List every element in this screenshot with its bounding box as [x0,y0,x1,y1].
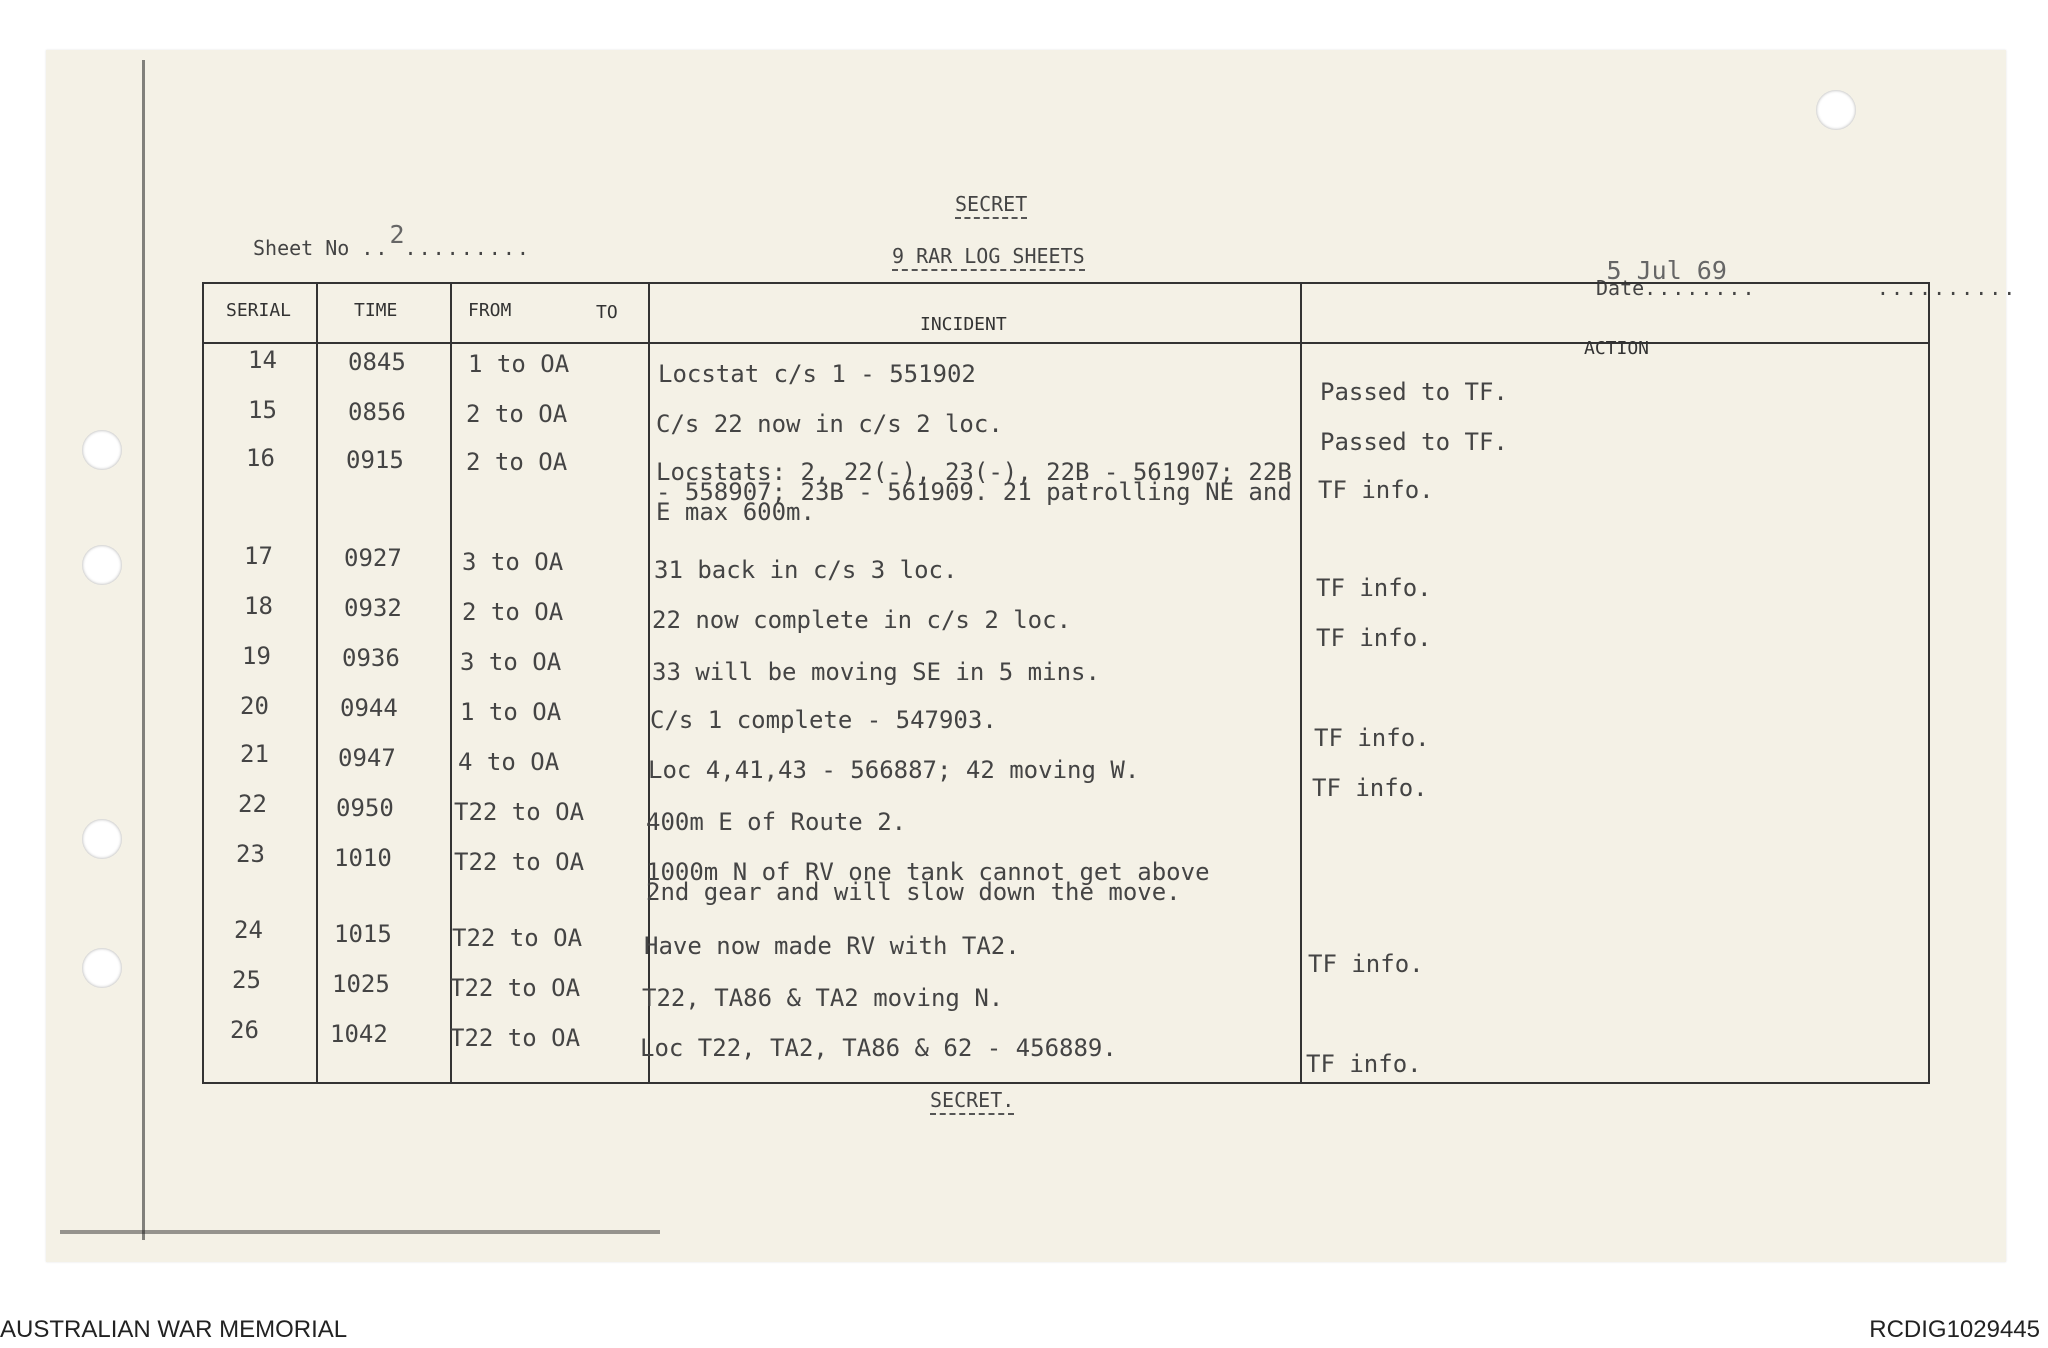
punch-hole [82,948,122,988]
incident-cell: 1000m N of RV one tank cannot get above 2nd gear and will slow down the move. [646,858,1210,906]
page-edge-mark [142,60,145,1240]
serial-cell: 17 [244,542,273,570]
column-divider [1300,284,1302,1082]
time-cell: 0915 [346,446,404,474]
column-divider [316,284,318,1082]
action-cell: TF info. [1316,574,1432,602]
from-cell: 1 to OA [468,350,570,378]
serial-cell: 21 [240,740,269,768]
punch-hole [82,430,122,470]
column-header-time: TIME [354,300,398,321]
classification-bottom: SECRET. [930,1088,1014,1112]
from-cell: T22 to OA [454,798,585,826]
from-cell: T22 to OA [450,1024,581,1052]
incident-cell: 33 will be moving SE in 5 mins. [652,658,1100,686]
from-cell: 4 to OA [458,748,560,776]
from-cell: T22 to OA [450,974,581,1002]
serial-cell: 24 [234,916,263,944]
footer-bar [0,1300,2048,1348]
from-cell: T22 to OA [452,924,583,952]
serial-cell: 26 [230,1016,259,1044]
time-cell: 0944 [340,694,398,722]
time-cell: 0927 [344,544,402,572]
serial-cell: 16 [246,444,275,472]
serial-cell: 20 [240,692,269,720]
from-cell: 3 to OA [462,548,564,576]
time-cell: 1042 [330,1020,388,1048]
time-cell: 0845 [348,348,406,376]
action-cell: TF info. [1318,476,1434,504]
action-cell: Passed to TF. [1320,428,1508,456]
log-table [202,282,1930,1084]
column-header-to: TO [596,302,618,323]
serial-cell: 18 [244,592,273,620]
footer-record-id: RCDIG1029445 [1869,1316,2040,1343]
incident-cell: Locstat c/s 1 - 551902 [658,360,976,388]
from-cell: 2 to OA [466,400,568,428]
punch-hole [82,819,122,859]
column-header-action: ACTION [1584,338,1650,359]
incident-cell: Have now made RV with TA2. [644,932,1020,960]
column-header-serial: SERIAL [226,300,292,321]
header-divider [204,342,1928,344]
time-cell: 1025 [332,970,390,998]
punch-hole [82,545,122,585]
serial-cell: 23 [236,840,265,868]
date-field: Date........5 Jul 69.......... [1596,256,2018,300]
classification-top: SECRET [955,192,1027,216]
from-cell: T22 to OA [454,848,585,876]
action-cell: Passed to TF. [1320,378,1508,406]
column-divider [648,284,650,1082]
action-cell: TF info. [1312,774,1428,802]
action-cell: TF info. [1308,950,1424,978]
time-cell: 0856 [348,398,406,426]
time-cell: 0932 [344,594,402,622]
from-cell: 1 to OA [460,698,562,726]
incident-cell: T22, TA86 & TA2 moving N. [642,984,1004,1012]
serial-cell: 14 [248,346,277,374]
incident-cell: C/s 22 now in c/s 2 loc. [656,410,1003,438]
column-header-incident: INCIDENT [920,314,1007,335]
action-cell: TF info. [1314,724,1430,752]
time-cell: 0936 [342,644,400,672]
incident-cell: 22 now complete in c/s 2 loc. [652,606,1072,634]
incident-cell: C/s 1 complete - 547903. [650,706,997,734]
punch-hole [1816,90,1856,130]
column-header-from: FROM [468,300,512,321]
from-cell: 2 to OA [462,598,564,626]
sheet-number: Sheet No ..2......... [253,220,531,260]
column-divider [450,284,452,1082]
serial-cell: 25 [232,966,261,994]
action-cell: TF info. [1316,624,1432,652]
time-cell: 0950 [336,794,394,822]
incident-cell: Loc 4,41,43 - 566887; 42 moving W. [648,756,1140,784]
incident-cell: 400m E of Route 2. [646,808,907,836]
incident-cell: Loc T22, TA2, TA86 & 62 - 456889. [640,1034,1117,1062]
serial-cell: 19 [242,642,271,670]
serial-cell: 22 [238,790,267,818]
from-cell: 2 to OA [466,448,568,476]
time-cell: 1010 [334,844,392,872]
incident-cell: 31 back in c/s 3 loc. [654,556,958,584]
document-title: 9 RAR LOG SHEETS [892,244,1085,268]
footer-source: AUSTRALIAN WAR MEMORIAL [0,1316,348,1343]
page-edge-mark [60,1230,660,1234]
serial-cell: 15 [248,396,277,424]
action-cell: TF info. [1306,1050,1422,1078]
time-cell: 1015 [334,920,392,948]
time-cell: 0947 [338,744,396,772]
from-cell: 3 to OA [460,648,562,676]
incident-cell: Locstats: 2, 22(-), 23(-), 22B - 561907; 22B - 558907; 23B - 561909. 21 patrolling NE and E max 600m. [656,458,1292,526]
